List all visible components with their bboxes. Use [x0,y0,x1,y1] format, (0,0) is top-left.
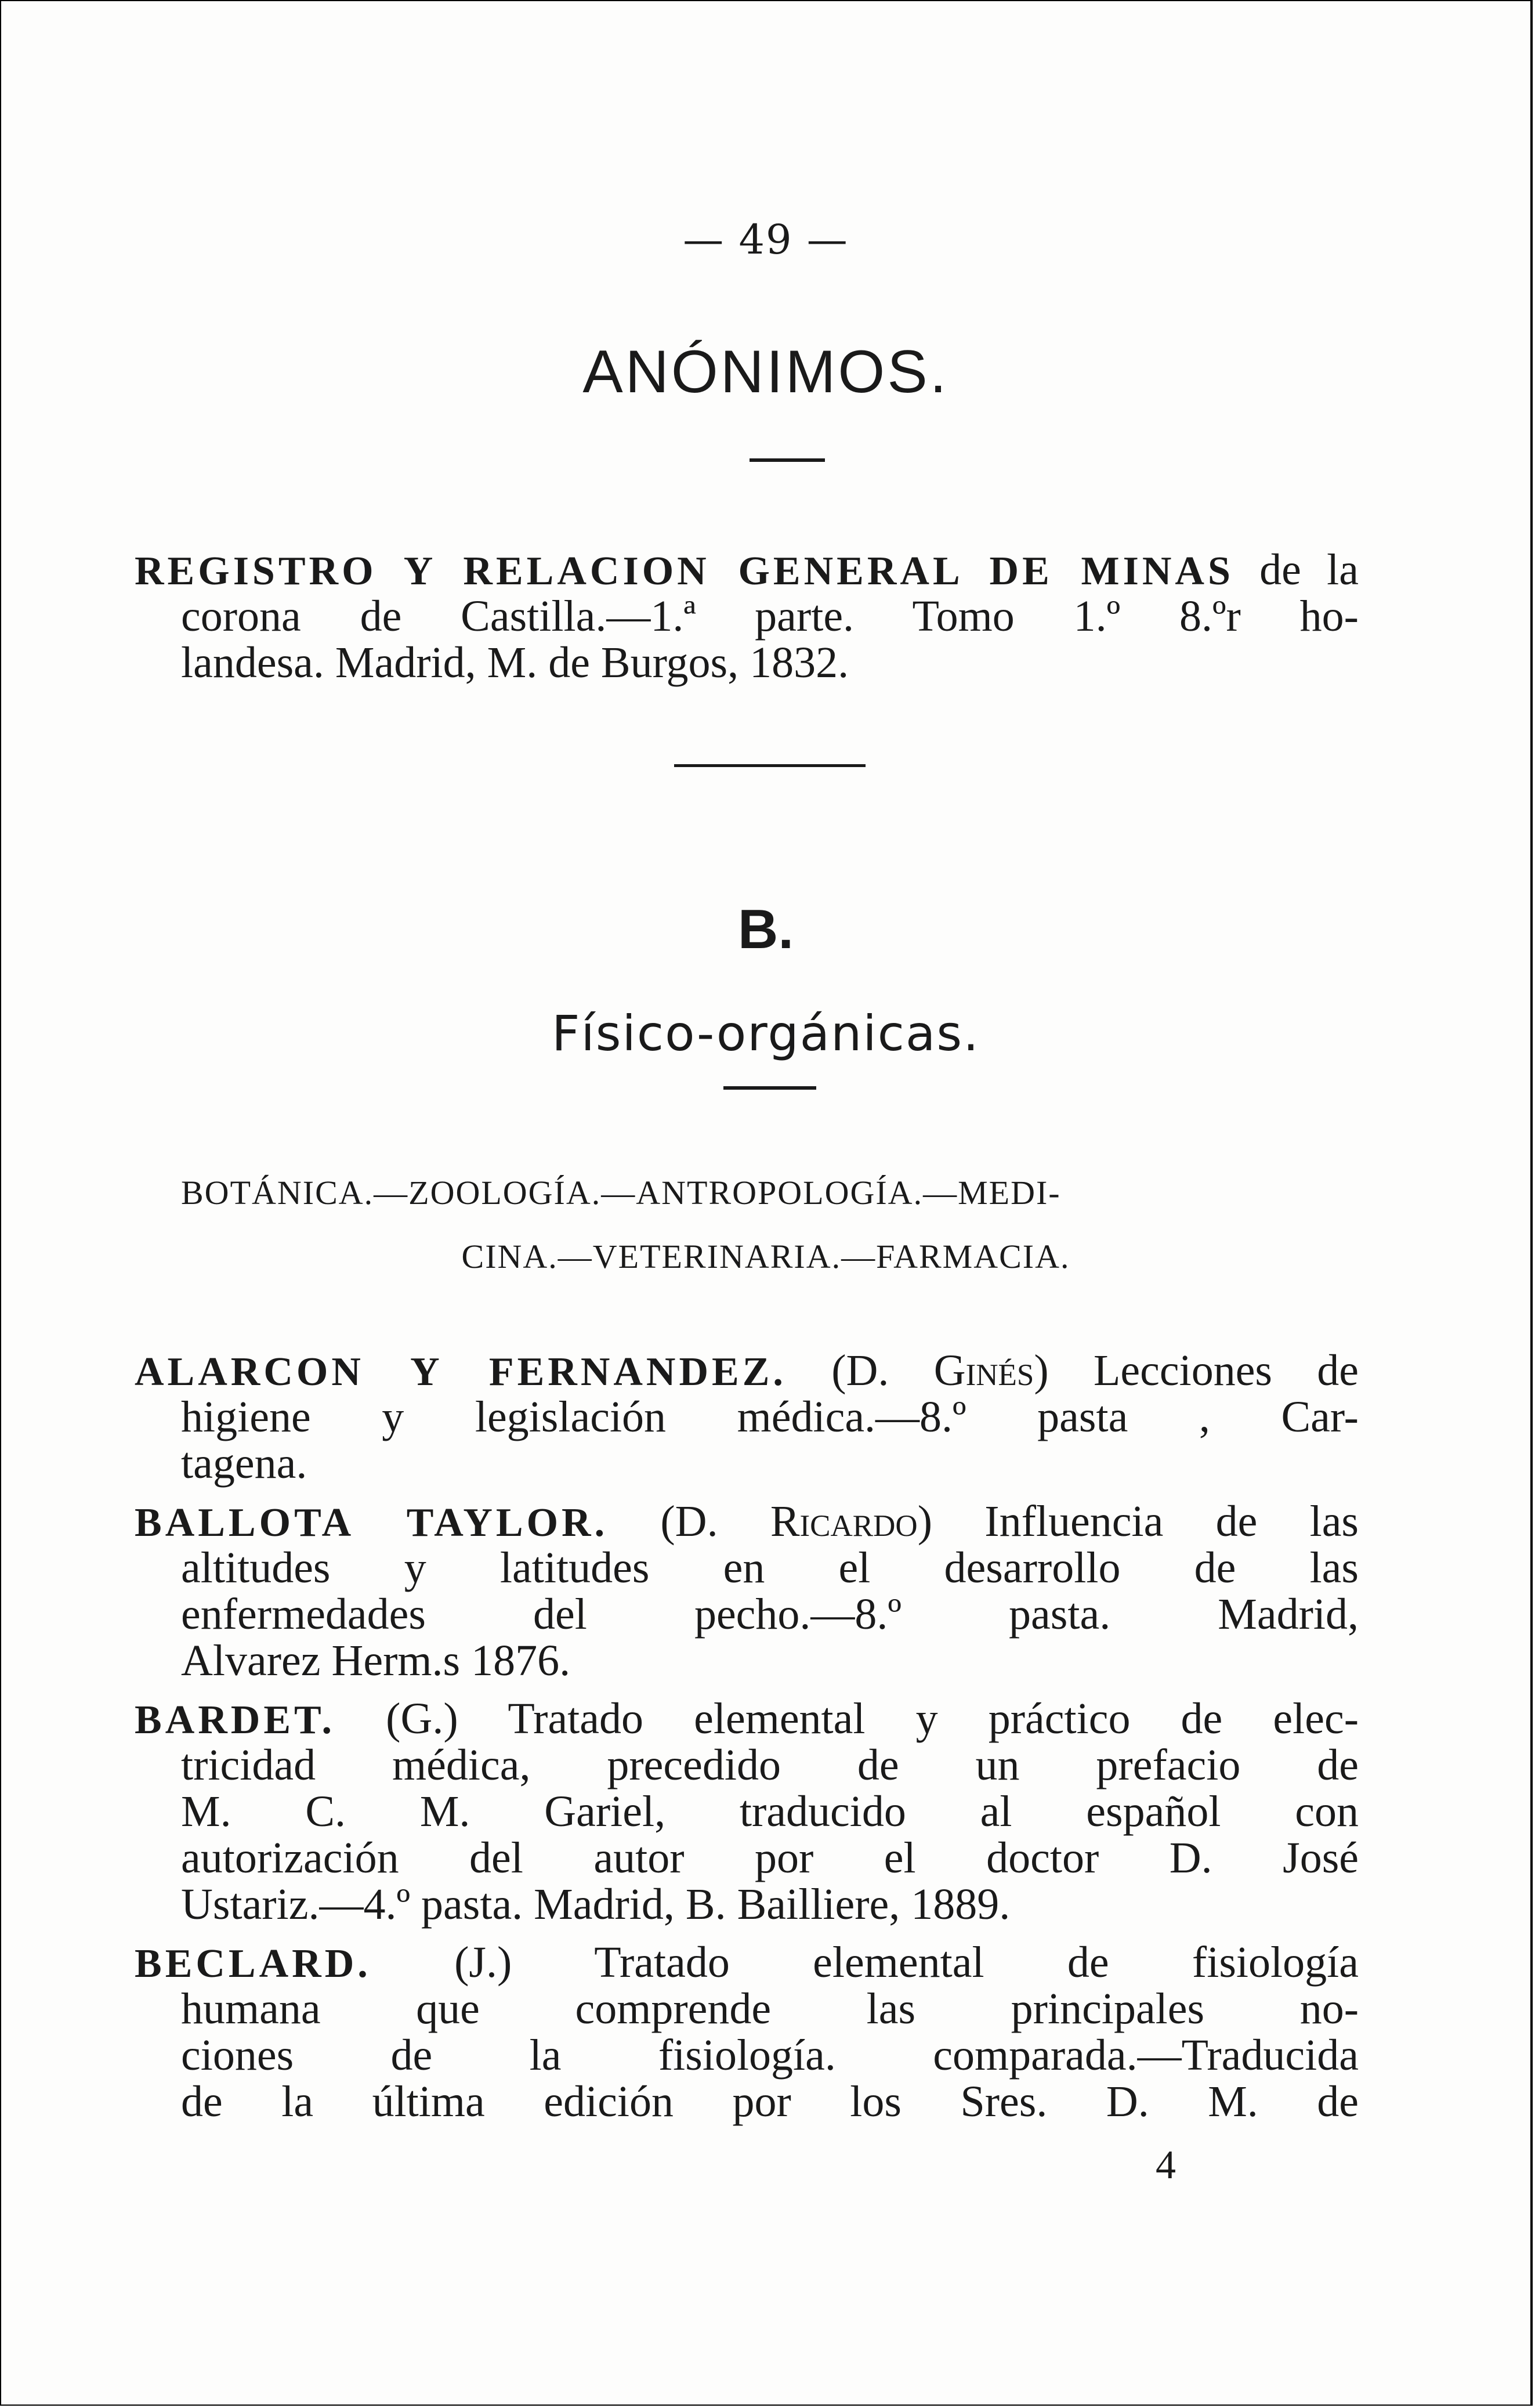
entry-line: humana que comprende las principales no- [181,1984,1359,2033]
section-title-anonimos: ANÓNIMOS. [582,338,949,406]
entry-line: altitudes y latitudes en el desarrollo de las [181,1543,1359,1592]
entry-line: corona de Castilla.—1.ª parte. Tomo 1.º 8.ºr ho- [181,592,1359,641]
divider-rule-double [674,764,866,767]
entry-headword: REGISTRO Y RELACION GENERAL DE MINAS [135,549,1234,594]
entry-headword: BECLARD. [135,1941,371,1986]
divider-rule [723,1086,816,1090]
page-number: — 49 — [683,216,849,263]
entry-alarcon [135,1346,1359,1488]
subjects-line-2: CINA.—VETERINARIA.—FARMACIA. [461,1238,1070,1275]
entry-line: Alvarez Herm.s 1876. [181,1636,571,1685]
entry-first-line: BECLARD. (J.) Tratado elemental de fisiología [135,1938,1359,1987]
entry-line: Ustariz.—4.º pasta. Madrid, B. Bailliere, 1889. [181,1880,1011,1929]
entry-author: (G.) [386,1694,458,1743]
entry-beclard [135,1938,1359,2126]
entry-headword: BARDET. [135,1698,336,1742]
entry-author: (D. Ricardo) [660,1497,933,1546]
subjects-line-1: BOTÁNICA.—ZOOLOGÍA.—ANTROPOLOGÍA.—MEDI- [181,1174,1061,1212]
entry-ballota [135,1497,1359,1685]
entry-line: autorización del autor por el doctor D. José [181,1834,1359,1882]
entry-author: (J.) [454,1938,512,1987]
entry-line: M. C. M. Gariel, traducido al español con [181,1787,1359,1836]
entry-line: landesa. Madrid, M. de Burgos, 1832. [181,638,849,687]
entry-first-line: REGISTRO Y RELACION GENERAL DE MINAS de la [135,545,1359,594]
entry-first-line: ALARCON Y FERNANDEZ. (D. Ginés) Lecciones de [135,1346,1359,1395]
divider-rule [750,458,825,462]
signature-mark: 4 [1156,2143,1176,2188]
entry-line: enfermedades del pecho.—8.º pasta. Madrid, [181,1590,1359,1639]
entry-author: (D. Ginés) [831,1346,1049,1395]
section-letter: B. [738,898,794,960]
entry-line: ciones de la fisiología. comparada.—Traducida [181,2031,1359,2080]
entry-first-line: BALLOTA TAYLOR. (D. Ricardo) Influencia de las [135,1497,1359,1546]
entry-line: de la última edición por los Sres. D. M. de [181,2077,1359,2126]
entry-line: higiene y legislación médica.—8.º pasta , Car- [181,1393,1359,1441]
entry-bardet [135,1694,1359,1929]
entry-headword: ALARCON Y FERNANDEZ. [135,1350,787,1394]
entry-first-line: BARDET. (G.) Tratado elemental y práctico de elec- [135,1694,1359,1743]
section-subtitle: Físico-orgánicas. [552,1005,980,1062]
entry-line: tricidad médica, precedido de un prefacio de [181,1741,1359,1789]
entry-line: tagena. [181,1439,307,1488]
entry-headword: BALLOTA TAYLOR. [135,1501,609,1545]
entry-registro [135,545,1359,687]
